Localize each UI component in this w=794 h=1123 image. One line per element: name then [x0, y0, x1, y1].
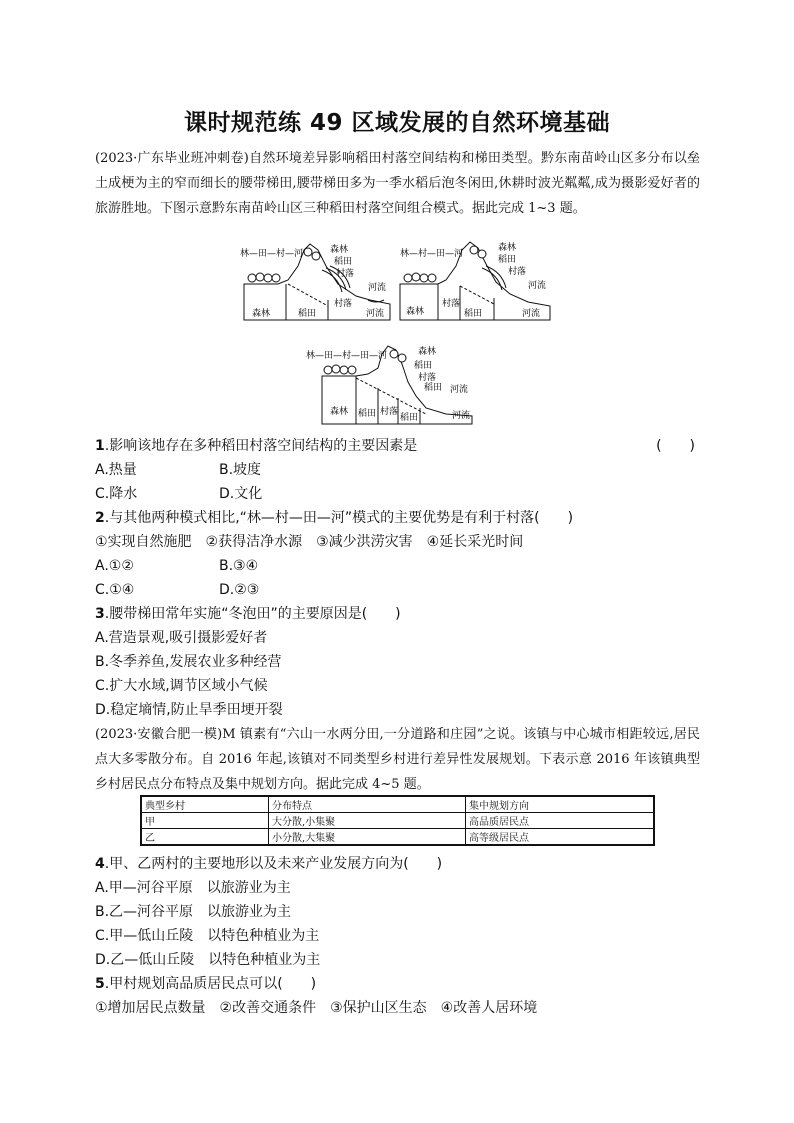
village-table	[140, 795, 655, 846]
forest-label: 森林	[498, 243, 517, 253]
forest-label: 森林	[330, 245, 349, 255]
question-1	[95, 434, 700, 458]
option-b[interactable]: B.③④	[219, 558, 259, 574]
forest-label: 森林	[252, 309, 271, 319]
option-a[interactable]: A.热量	[95, 462, 137, 478]
question-number: 5	[95, 976, 105, 992]
option-d[interactable]: D.②③	[219, 582, 260, 598]
option-d[interactable]: D.文化	[219, 486, 263, 502]
table-header: 分布特点	[269, 796, 466, 813]
table-cell: 小分散,大集聚	[269, 829, 466, 846]
option-c[interactable]: C.扩大水域,调节区域小气候	[95, 678, 268, 694]
intro-passage-2: (2023·安徽合肥一模)M 镇素有“六山一水两分田,一分道路和庄园”之说。该镇与中心城市相距较远,居民点大多零散分布。自 2016 年起,该镇对不同类型乡村进行差异性发展规划。下表示意 2016 年该镇典型乡村居民点分布特点及集中规划方向。据此完成 4~5 题。	[95, 727, 700, 792]
question-text: .甲、乙两村的主要地形以及未来产业发展方向为( )	[104, 856, 443, 872]
field-label: 稻田	[400, 413, 419, 423]
table-cell: 乙	[141, 829, 269, 846]
option-c[interactable]: C.降水	[95, 486, 138, 502]
field-label: 稻田	[414, 361, 433, 371]
diagram-mode-1	[238, 240, 396, 326]
question-text: .影响该地存在多种稻田村落空间结构的主要因素是	[104, 438, 418, 454]
table-row	[141, 829, 654, 846]
intro-passage-1: (2023·广东毕业班冲刺卷)自然环境差异影响稻田村落空间结构和梯田类型。黔东南苗岭山区多分布以垒土成梗为主的窄而细长的腰带梯田,腰带梯田多为一季水稻后泡冬闲田,休耕时波光粼粼,成为摄影爱好者的旅游胜地。下图示意黔东南苗岭山区三种稻田村落空间组合模式。据此完成 1~3 题。	[95, 151, 700, 216]
river-label: 河流	[522, 309, 541, 319]
field-label: 稻田	[464, 309, 483, 319]
table-cell: 高品质居民点	[466, 813, 655, 829]
option-c[interactable]: C.甲—低山丘陵 以特色种植业为主	[95, 928, 320, 944]
river-label: 河流	[366, 309, 385, 319]
forest-label: 森林	[406, 307, 425, 317]
q5-statements: ①增加居民点数量 ②改善交通条件 ③保护山区生态 ④改善人居环境	[95, 1000, 538, 1016]
village-label: 村落	[442, 299, 461, 309]
option-a[interactable]: A.甲—河谷平原 以旅游业为主	[95, 880, 291, 896]
table-cell: 高等级居民点	[466, 829, 655, 846]
option-b[interactable]: B.乙—河谷平原 以旅游业为主	[95, 904, 292, 920]
question-number: 2	[95, 510, 105, 526]
river-label: 河流	[368, 283, 387, 293]
field-label: 稻田	[358, 409, 377, 419]
question-4	[95, 852, 700, 876]
question-number: 3	[95, 606, 105, 622]
option-b[interactable]: B.冬季养鱼,发展农业多种经营	[95, 654, 282, 670]
q2-statements: ①实现自然施肥 ②获得洁净水源 ③减少洪涝灾害 ④延长采光时间	[95, 534, 524, 550]
option-d[interactable]: D.稳定墒情,防止旱季田埂开裂	[95, 702, 283, 718]
river-label: 河流	[452, 411, 471, 421]
table-cell: 大分散,小集聚	[269, 813, 466, 829]
table-header: 典型乡村	[141, 796, 269, 813]
village-label: 村落	[380, 407, 399, 417]
page-title: 课时规范练 49 区域发展的自然环境基础	[183, 110, 611, 136]
table-header-row	[141, 796, 654, 813]
option-d[interactable]: D.乙—低山丘陵 以特色种植业为主	[95, 952, 321, 968]
option-b[interactable]: B.坡度	[219, 462, 262, 478]
option-a[interactable]: A.①②	[95, 558, 134, 574]
question-text: .与其他两种模式相比,“林—村—田—河”模式的主要优势是有利于村落( )	[104, 510, 574, 526]
option-a[interactable]: A.营造景观,吸引摄影爱好者	[95, 630, 268, 646]
answer-paren: ( )	[656, 438, 695, 454]
village-label: 村落	[508, 267, 527, 277]
river-label: 河流	[450, 385, 469, 395]
forest-label: 森林	[330, 407, 349, 417]
table-cell: 甲	[141, 813, 269, 829]
river-label: 河流	[528, 281, 547, 291]
question-text: .甲村规划高品质居民点可以( )	[104, 976, 317, 992]
question-number: 1	[95, 438, 105, 454]
field-label: 稻田	[298, 309, 317, 319]
field-label: 稻田	[424, 383, 443, 393]
question-text: .腰带梯田常年实施“冬泡田”的主要原因是( )	[104, 606, 401, 622]
question-number: 4	[95, 856, 105, 872]
question-3	[95, 602, 700, 626]
village-label: 村落	[336, 269, 355, 279]
mode-label: 林—田—村—田—河	[306, 351, 388, 361]
forest-label: 森林	[418, 347, 437, 357]
option-c[interactable]: C.①④	[95, 582, 135, 598]
field-label: 稻田	[334, 257, 353, 267]
diagram-mode-2	[398, 240, 556, 326]
question-2	[95, 506, 700, 530]
village-label: 村落	[418, 373, 437, 383]
mode-label: 林—田—村—河	[240, 249, 304, 259]
table-row	[141, 813, 654, 829]
question-5	[95, 972, 700, 996]
field-label: 稻田	[498, 255, 517, 265]
mode-label: 林—村—田—河	[400, 249, 464, 259]
diagram-mode-3	[306, 344, 476, 430]
village-label: 村落	[334, 299, 353, 309]
table-header: 集中规划方向	[466, 796, 655, 813]
